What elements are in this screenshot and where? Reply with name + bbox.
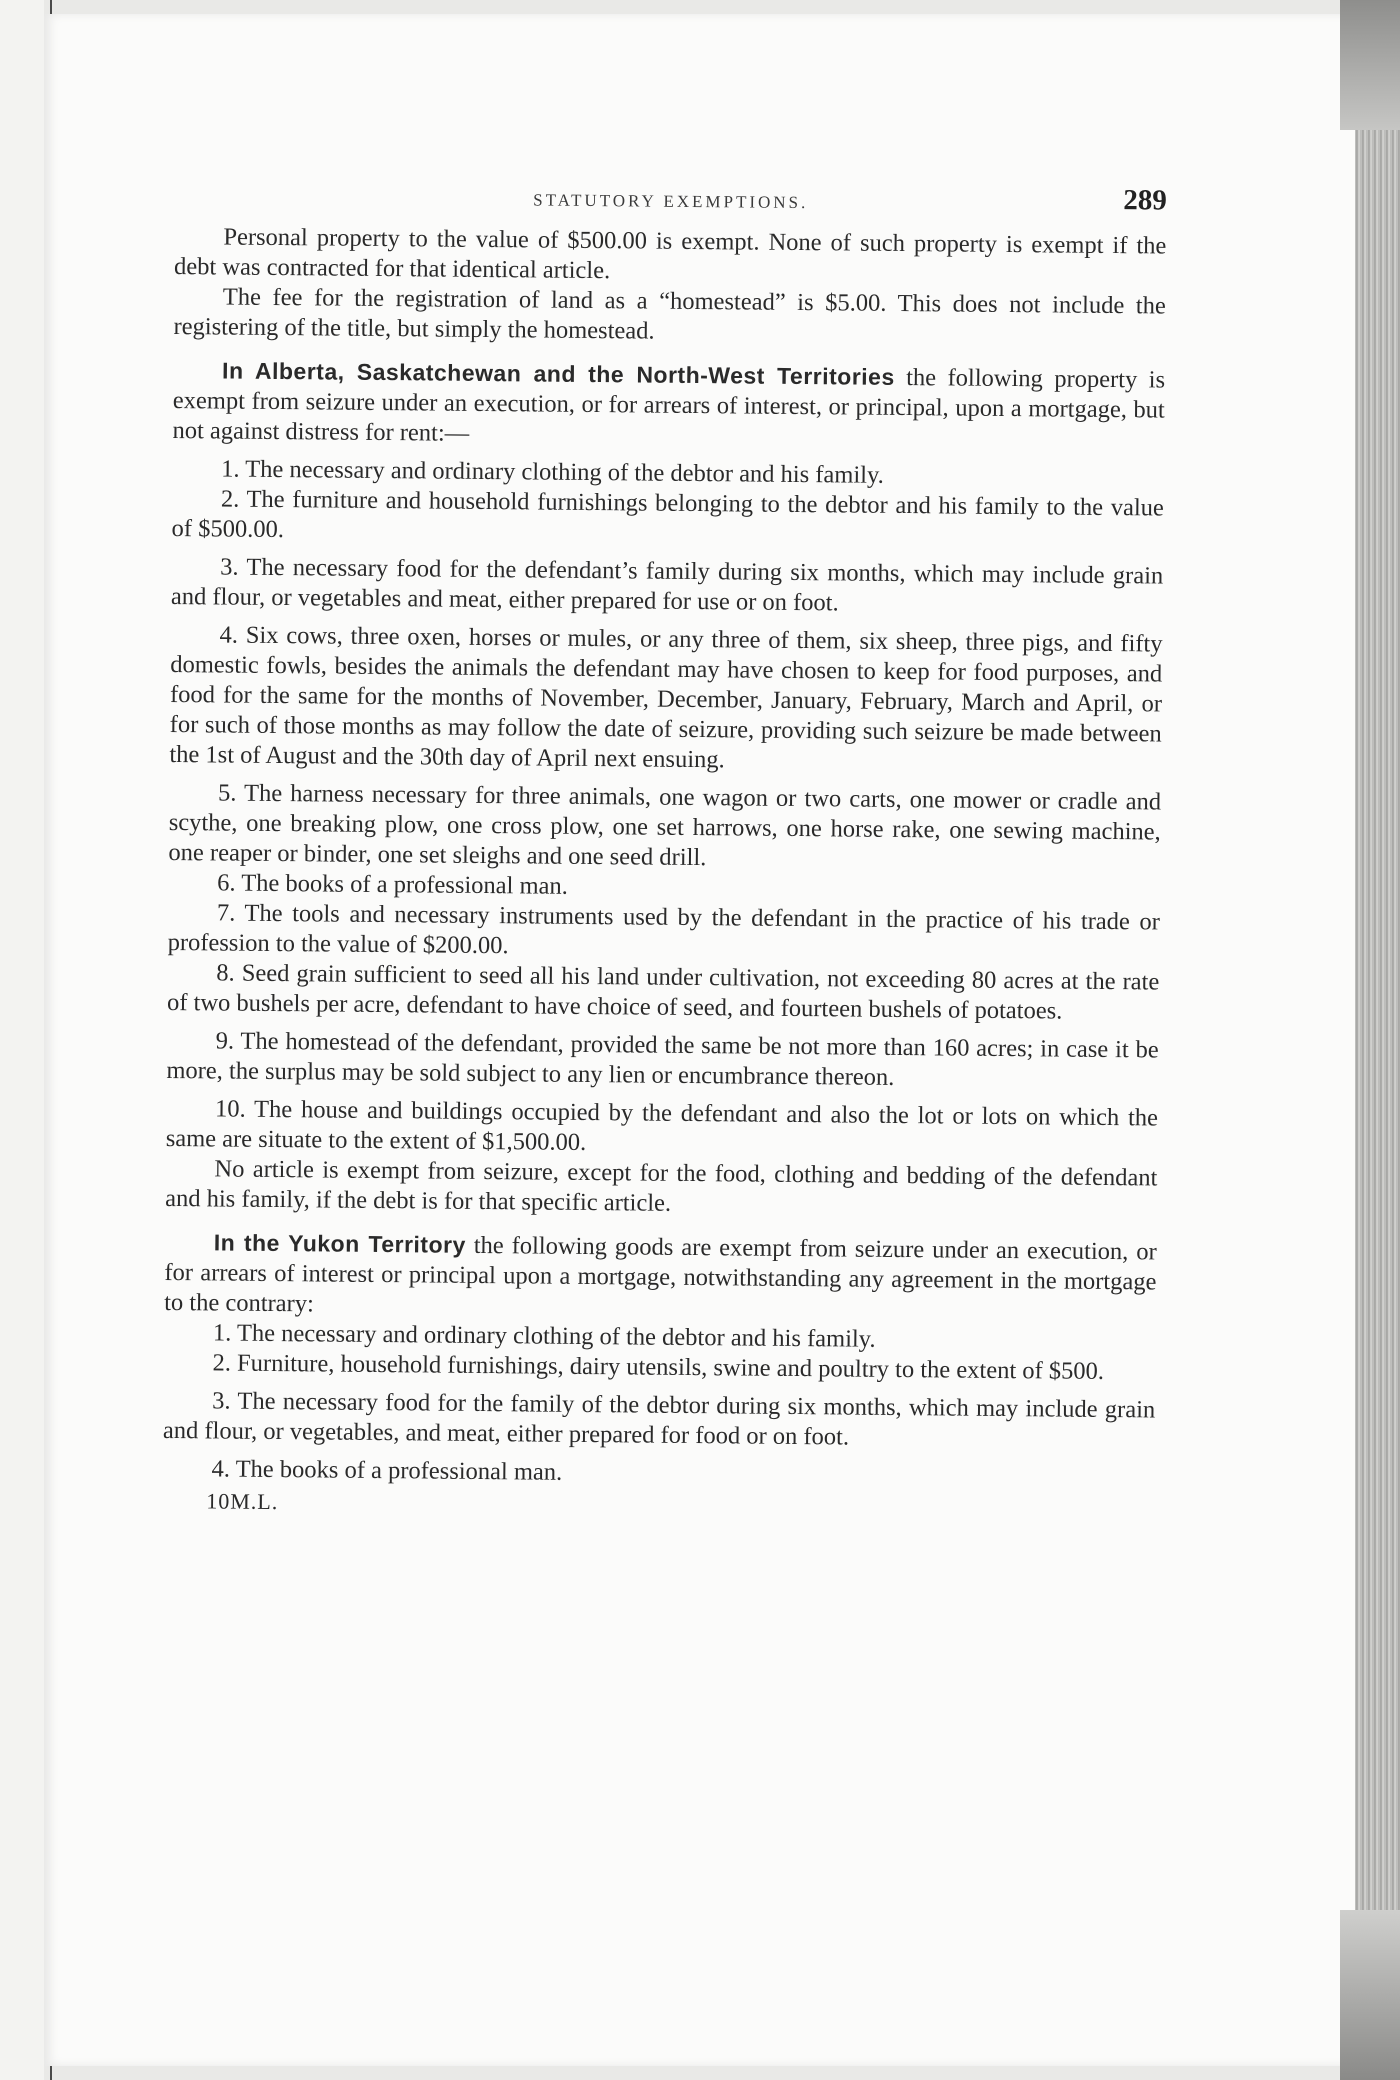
paragraph-no-article: No article is exempt from seizure, except for the food, clothing and bedding of the defendant and his family, if the debt is for that specific article. (165, 1155, 1158, 1217)
section-intro-yukon: the following goods are exempt from seizure under an execution, or for arrears of interest or principal upon a mortgage, notwithstanding any agreement in the mortgage to the contrary: (164, 1231, 1157, 1318)
yukon-item-3: 3. The necessary food for the family of the debtor during six months, which may include grain and flour, or vegetables, and meat, either prepared for food or on foot. (162, 1387, 1156, 1451)
list-item-2: 2. The furniture and household furnishings belonging to the debtor and his family to the value of $500.00. (171, 485, 1164, 544)
yukon-item-1: 1. The necessary and ordinary clothing of the debtor and his family. (212, 1319, 876, 1353)
section-yukon (164, 1227, 1157, 1328)
section-intro-alberta: the following property is exempt from seizure under an execution, or for arrears of interest, or principal, upon a mortgage, but not against distress for rent:— (172, 364, 1166, 447)
section-heading-yukon: In the Yukon Territory (213, 1229, 466, 1258)
paragraph-homestead-fee: The fee for the registration of land as a “homestead” is $5.00. This does not include the registering of the title, but simply the homestead. (173, 283, 1166, 345)
list-item-8: 8. Seed grain sufficient to seed all his land under cultivation, not exceeding 80 acres at the rate of two bushels per acre, defendant to have choice of seed, and fourteen bushels of potatoes. (166, 959, 1160, 1025)
signature-mark: 10M.L. (206, 1488, 279, 1515)
page-stack-edge-bottom (1340, 1910, 1400, 2080)
list-item-3: 3. The necessary food for the defendant’s family during six months, which may include grain and flour, or vegetables and meat, either prepared for use or on foot. (170, 553, 1164, 617)
page-text-block (162, 176, 1167, 1525)
list-item-6: 6. The books of a professional man. (217, 869, 568, 900)
section-alberta (172, 355, 1165, 456)
running-title: STATUTORY EXEMPTIONS. (533, 190, 809, 213)
list-item-5: 5. The harness necessary for three animals, one wagon or two carts, one mower or cradle and scythe, one breaking plow, one cross plow, one set harrows, one horse rake, one sewing machine, one reaper or binder, one set sleighs and one seed drill. (168, 779, 1162, 872)
yukon-item-2: 2. Furniture, household furnishings, dairy utensils, swine and poultry to the extent of $500. (212, 1349, 1105, 1385)
list-item-4: 4. Six cows, three oxen, horses or mules, or any three of them, six sheep, three pigs, and fifty domestic fowls, besides the animals the defendant may have chosen to keep for food purposes, and food for the same for the months of November, December, January, February, March and April, or for such of those months as may follow the date of seizure, providing such seizure be made between the 1st of August and the 30th day of April next ensuing. (169, 621, 1163, 774)
page-stack-edge-top (1340, 0, 1400, 130)
section-heading-alberta: In Alberta, Saskatchewan and the North-West Territories (222, 357, 895, 390)
running-head (175, 176, 1167, 226)
yukon-item-4: 4. The books of a professional man. (211, 1455, 563, 1486)
list-item-9: 9. The homestead of the defendant, provided the same be not more than 160 acres; in case it be more, the surplus may be sold subject to any lien or encumbrance thereon. (166, 1027, 1159, 1091)
page-stack-edge (1355, 0, 1400, 2080)
page-number: 289 (1123, 184, 1167, 217)
list-item-10: 10. The house and buildings occupied by the defendant and also the lot or lots on which the same are situate to the extent of $1,500.00. (165, 1095, 1159, 1156)
list-item-7: 7. The tools and necessary instruments used by the defendant in the practice of his trade or profession to the value of $200.00. (167, 899, 1161, 960)
left-page-edge (0, 0, 44, 2080)
list-item-1: 1. The necessary and ordinary clothing of the debtor and his family. (221, 455, 884, 489)
paragraph-personal-property: Personal property to the value of $500.00 is exempt. None of such property is exempt if the debt was contracted for that identical article. (174, 223, 1167, 285)
